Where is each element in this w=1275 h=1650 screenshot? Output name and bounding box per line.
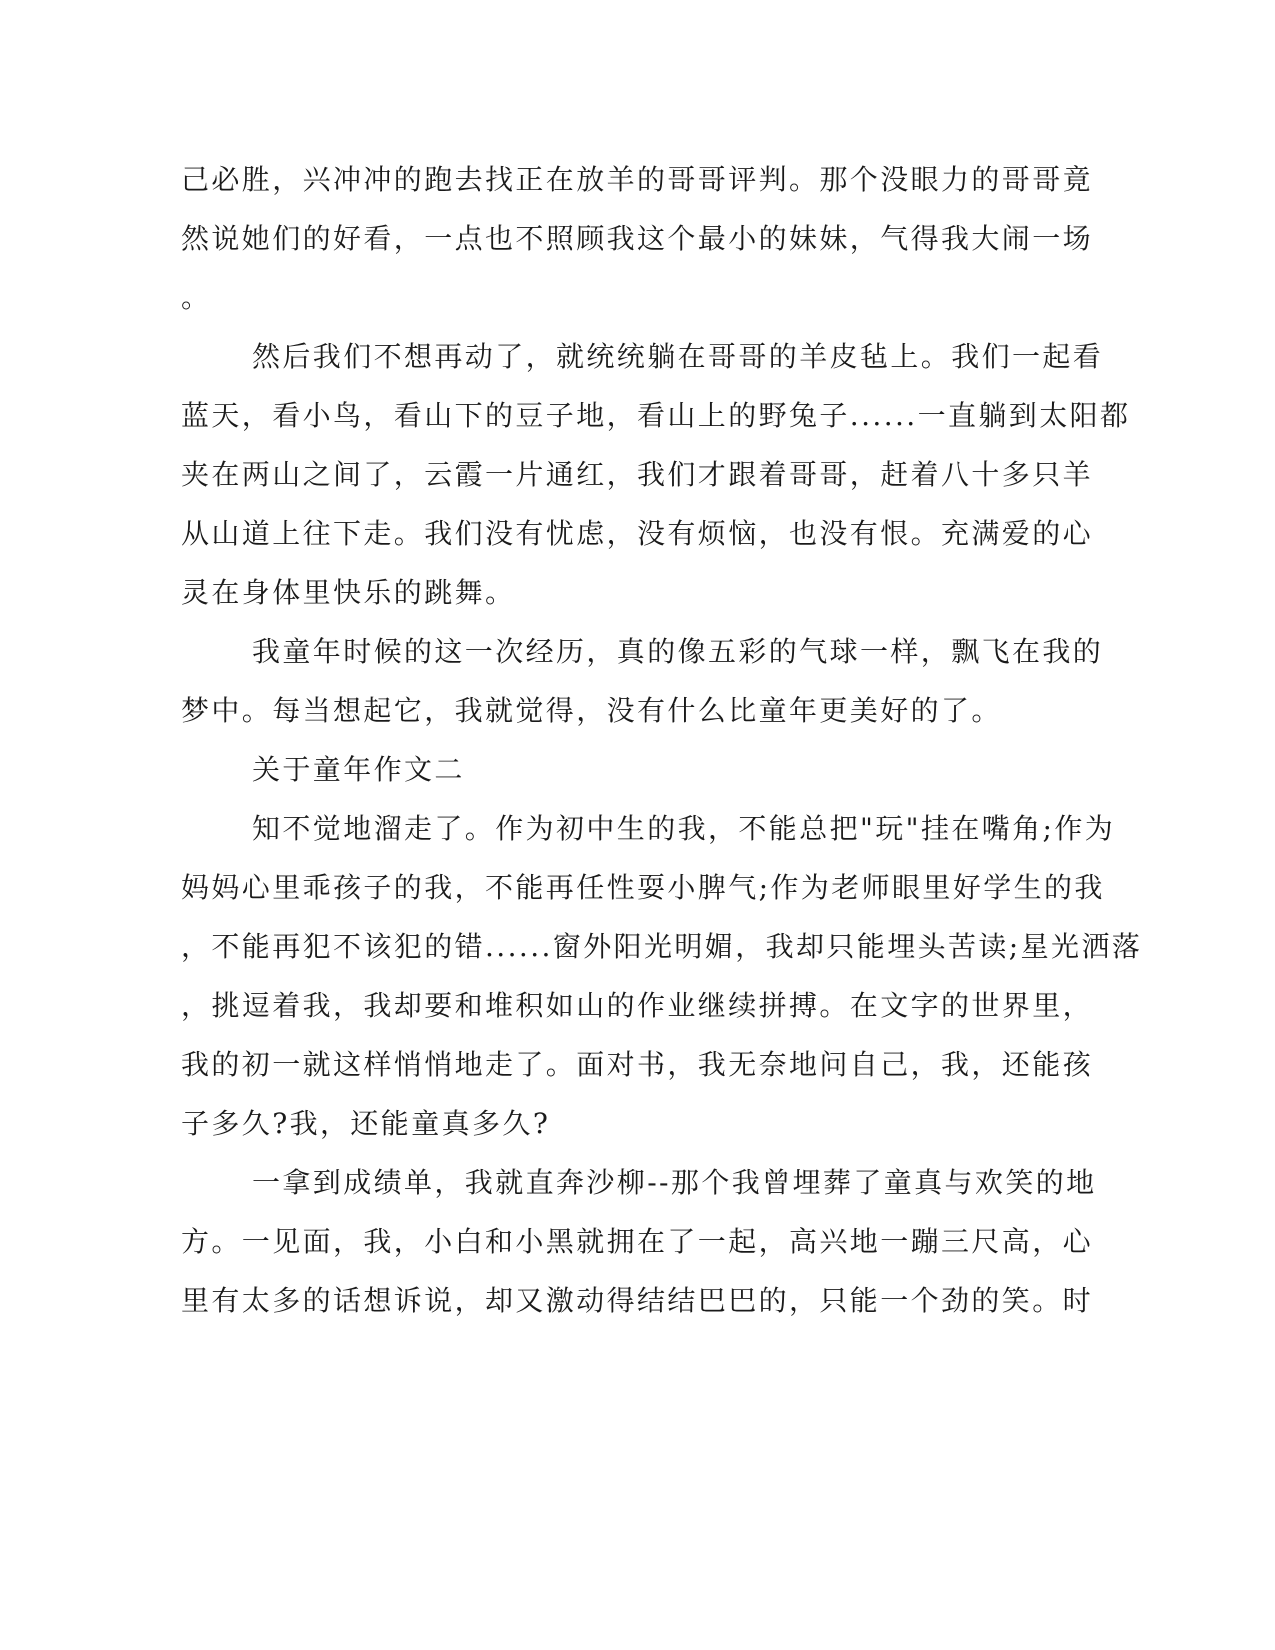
paragraph-first-line: 知不觉地溜走了。作为初中生的我，不能总把"玩"挂在嘴角;作为 bbox=[252, 812, 1116, 845]
paragraph-first-line: 然后我们不想再动了，就统统躺在哥哥的羊皮毡上。我们一起看 bbox=[252, 340, 1104, 373]
text-line: 己必胜，兴冲冲的跑去找正在放羊的哥哥评判。那个没眼力的哥哥竟 bbox=[181, 163, 1094, 196]
text-line: 方。一见面，我，小白和小黑就拥在了一起，高兴地一蹦三尺高，心 bbox=[181, 1225, 1094, 1258]
text-line: 子多久?我，还能童真多久? bbox=[181, 1107, 551, 1140]
text-line: ，不能再犯不该犯的错......窗外阳光明媚，我却只能埋头苦读;星光洒落 bbox=[181, 930, 1143, 963]
text-line: 梦中。每当想起它，我就觉得，没有什么比童年更美好的了。 bbox=[181, 694, 1002, 727]
text-line: 然说她们的好看，一点也不照顾我这个最小的妹妹，气得我大闹一场 bbox=[181, 222, 1094, 255]
paragraph-first-line: 我童年时候的这一次经历，真的像五彩的气球一样，飘飞在我的 bbox=[252, 635, 1104, 668]
text-line: 妈妈心里乖孩子的我，不能再任性耍小脾气;作为老师眼里好学生的我 bbox=[181, 871, 1105, 904]
text-line: 我的初一就这样悄悄地走了。面对书，我无奈地问自己，我，还能孩 bbox=[181, 1048, 1094, 1081]
text-line: 夹在两山之间了，云霞一片通红，我们才跟着哥哥，赶着八十多只羊 bbox=[181, 458, 1094, 491]
text-line: 里有太多的话想诉说，却又激动得结结巴巴的，只能一个劲的笑。时 bbox=[181, 1284, 1094, 1317]
text-line: 从山道上往下走。我们没有忧虑，没有烦恼，也没有恨。充满爱的心 bbox=[181, 517, 1094, 550]
paragraph-first-line: 一拿到成绩单，我就直奔沙柳--那个我曾埋葬了童真与欢笑的地 bbox=[252, 1166, 1097, 1199]
text-line: 。 bbox=[181, 281, 212, 314]
section-heading: 关于童年作文二 bbox=[252, 753, 465, 786]
text-line: ，挑逗着我，我却要和堆积如山的作业继续拼搏。在文字的世界里， bbox=[181, 989, 1094, 1022]
text-line: 灵在身体里快乐的跳舞。 bbox=[181, 576, 516, 609]
text-line: 蓝天，看小鸟，看山下的豆子地，看山上的野兔子......一直躺到太阳都 bbox=[181, 399, 1131, 432]
